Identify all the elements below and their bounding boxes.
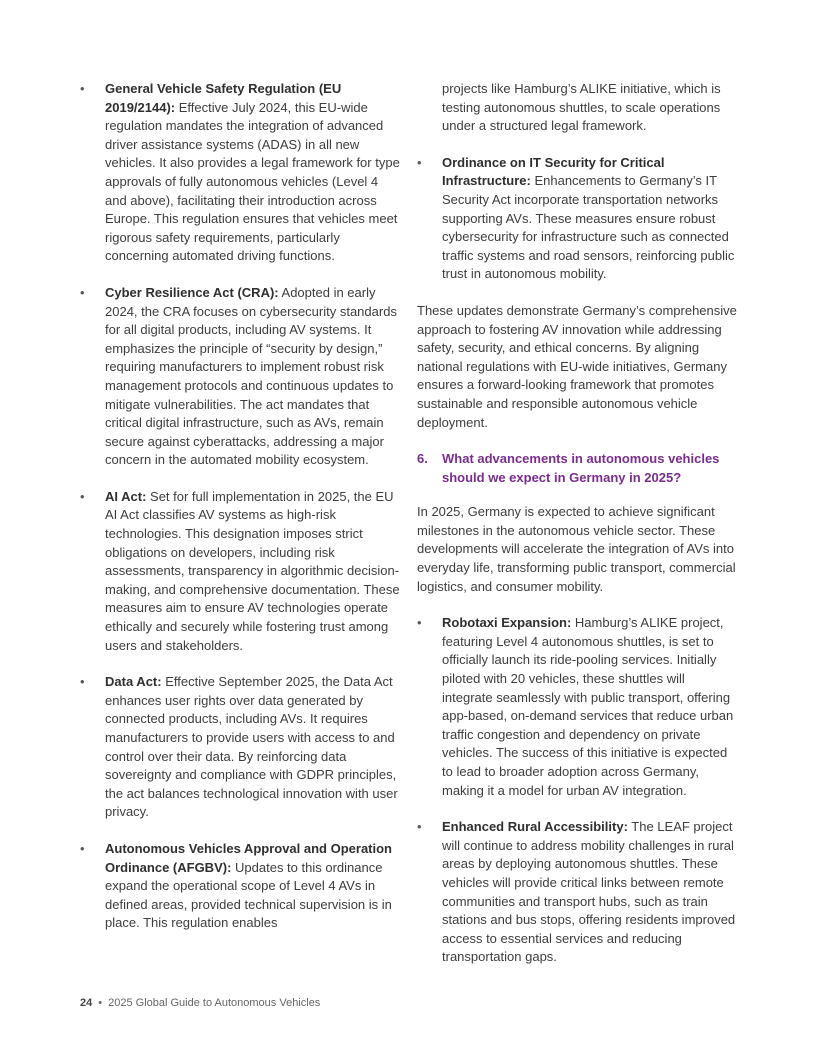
- item-title: Enhanced Rural Accessibility:: [442, 819, 628, 835]
- intro-paragraph: In 2025, Germany is expected to achieve significant milestones in the autonomous vehicle sector. These developments will accelerate the integration of AVs into everyday life, transforming public transport, commercial logistics, and consumer mobility.: [417, 504, 736, 594]
- item-title: Data Act:: [105, 674, 162, 690]
- list-item: [80, 80, 400, 266]
- bullet-dot: •: [80, 674, 85, 690]
- list-item: [417, 818, 737, 967]
- item-title: Autonomous Vehicles Approval and Operation Ordinance (AFGBV):: [105, 840, 393, 875]
- item-text: Effective September 2025, the Data Act enhances user rights over data generated by connected products, including AVs. It requires manufacturers to provide users with access to and control over their data. By reinforcing data sovereignty and compliance with GDPR principles, the act balances technological innovation with user privacy.: [105, 674, 398, 820]
- list-item: [80, 840, 400, 933]
- it-security-list: [417, 154, 737, 284]
- list-item: [80, 673, 400, 822]
- bullet-dot: •: [80, 284, 85, 300]
- item-title: Ordinance on IT Security for Critical Infrastructure:: [442, 154, 665, 189]
- heading-number: 6.: [417, 451, 428, 467]
- bullet-dot: •: [417, 154, 422, 170]
- item-text: Adopted in early 2024, the CRA focuses on cybersecurity standards for all digital products, including AV systems. It emphasizes the principle of “security by design,” requiring manufacturers to implement robust risk management protocols and continuous updates to mitigate vulnerabilities. The act mandates that critical digital infrastructure, such as AVs, remain secure against cyberattacks, addressing a major concern in the automated mobility ecosystem.: [105, 284, 397, 468]
- item-text: Updates to this ordinance expand the operational scope of Level 4 AVs in defined areas, provided technical supervision is in place. This regulation enables: [105, 859, 392, 931]
- section-heading: [417, 450, 737, 487]
- item-title: AI Act:: [105, 488, 147, 504]
- item-text: Hamburg’s ALIKE project, featuring Level 4 autonomous shuttles, is set to officially launch its ride-pooling services. Initially piloted with 20 vehicles, these shuttles will integrate seamlessly with public transport, offering app-based, on-demand services that reduce urban traffic congestion and dependency on private vehicles. The success of this initiative is expected to lead to broader adoption across Germany, making it a model for urban AV integration.: [442, 615, 734, 798]
- continued-text: projects like Hamburg’s ALIKE initiative, which is testing autonomous shuttles, to scale operations under a structured legal framework.: [442, 81, 721, 134]
- bullet-dot: •: [80, 81, 85, 96]
- list-item: [80, 488, 400, 655]
- item-text: Enhancements to Germany’s IT Security Act incorporate transportation networks supporting AVs. These measures ensure robust cybersecurity for infrastructure such as connected traffic systems and road sensors, reinforcing public trust in autonomous mobility.: [442, 173, 735, 282]
- item-text: The LEAF project will continue to address mobility challenges in rural areas by deploying autonomous shuttles. These vehicles will provide critical links between remote communities and transport hubs, such as train stations and bus stops, offering residents improved access to essential services and reducing transportation gaps.: [442, 819, 736, 965]
- list-item: [417, 614, 737, 800]
- item-title: Cyber Resilience Act (CRA):: [105, 284, 279, 300]
- heading-text: What advancements in autonomous vehicles should we expect in Germany in 2025?: [442, 451, 720, 485]
- left-column: [80, 80, 400, 951]
- bullet-dot: •: [80, 488, 85, 504]
- footer-title: 2025 Global Guide to Autonomous Vehicles: [108, 997, 321, 1009]
- item-title: General Vehicle Safety Regulation (EU 2019/2144):: [105, 81, 342, 115]
- regulation-list: [80, 80, 400, 933]
- right-column: [417, 80, 737, 985]
- item-text: Set for full implementation in 2025, the EU AI Act classifies AV systems as high-risk technologies. This designation imposes strict obligations on developers, including risk assessments, transparency in algorithmic decision-making, and comprehensive documentation. These measures aim to ensure AV technologies operate ethically and securely while fostering trust among users and stakeholders.: [105, 488, 400, 653]
- item-text: Effective July 2024, this EU-wide regulation mandates the integration of advanced driver assistance systems (ADAS) in all new vehicles. It also provides a legal framework for type approvals of fully autonomous vehicles (Level 4 and above), facilitating their introduction across Europe. This regulation ensures that vehicles meet rigorous safety requirements, particularly concerning automated driving functions.: [105, 99, 400, 264]
- summary-paragraph: These updates demonstrate Germany’s comprehensive approach to fostering AV innovation while addressing safety, security, and ethical concerns. By aligning national regulations with EU-wide initiatives, Germany ensures a forward-looking framework that promotes sustainable and responsible autonomous vehicle deployment.: [417, 302, 737, 430]
- page-footer: [80, 997, 320, 1009]
- bullet-dot: •: [417, 819, 422, 835]
- bullet-dot: •: [80, 840, 85, 856]
- advancements-list: [417, 614, 737, 967]
- list-item: [417, 154, 737, 284]
- item-title: Robotaxi Expansion:: [442, 615, 572, 631]
- footer-separator: •: [98, 997, 103, 1009]
- list-item: [80, 284, 400, 470]
- page-number: 24: [80, 997, 93, 1009]
- bullet-dot: •: [417, 615, 422, 631]
